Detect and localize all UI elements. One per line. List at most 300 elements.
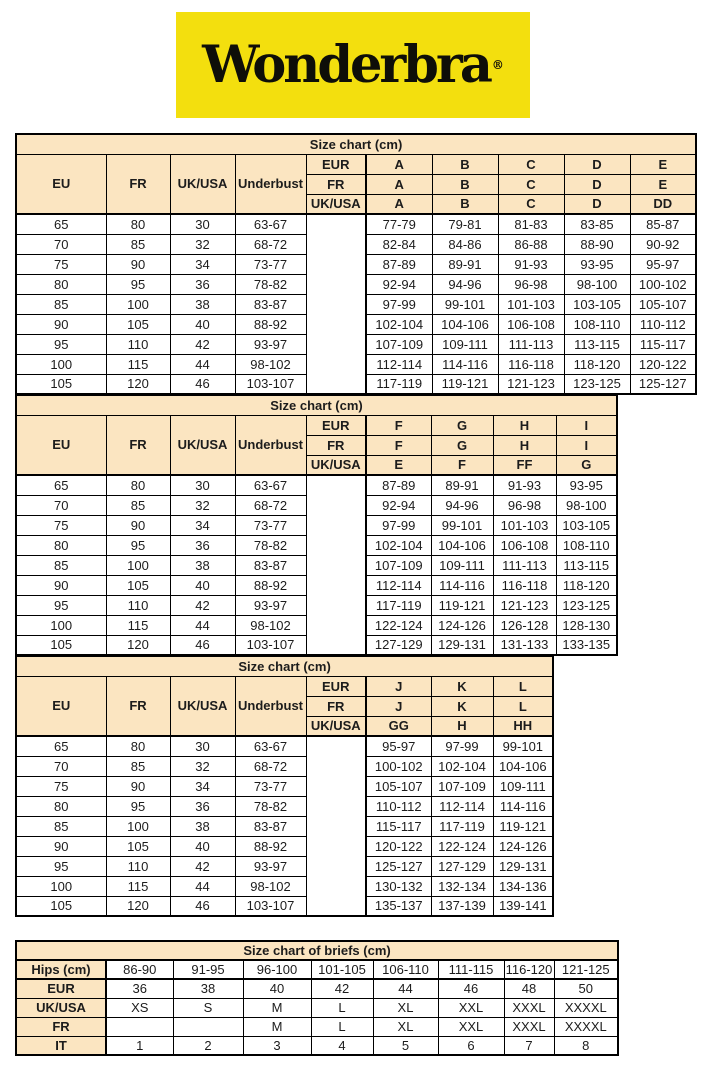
bust-range-cell: 120-122 [366,836,431,856]
underbust-range-cell: 63-67 [235,475,306,495]
bust-range-cell: 99-101 [432,294,498,314]
cup-system-label: FR [306,696,366,716]
briefs-size-cell: M [243,998,311,1017]
band-size-cell: 44 [170,354,235,374]
bust-range-cell: 125-127 [366,856,431,876]
band-size-cell: 95 [16,856,106,876]
bust-range-cell: 107-109 [431,776,493,796]
cup-size-cell: G [431,415,493,435]
band-size-cell: 95 [16,334,106,354]
size-row [16,475,617,495]
band-size-cell: 65 [16,214,106,234]
bust-range-cell: 102-104 [366,314,432,334]
band-size-cell: 42 [170,856,235,876]
table-title: Size chart (cm) [16,395,617,415]
bust-range-cell: 111-113 [493,555,556,575]
bust-range-cell: 121-123 [493,595,556,615]
bust-range-cell: 112-114 [366,354,432,374]
band-size-cell: 110 [106,856,170,876]
band-size-cell: 75 [16,254,106,274]
header-eu: EU [16,676,106,736]
bust-range-cell: 101-103 [498,294,564,314]
cup-size-cell: E [630,154,696,174]
table-title: Size chart (cm) [16,656,553,676]
underbust-range-cell: 83-87 [235,816,306,836]
cup-size-cell: J [366,696,431,716]
briefs-row-label: Hips (cm) [16,960,106,979]
header-ukusa: UK/USA [170,154,235,214]
briefs-size-cell [173,1017,243,1036]
size-row [16,876,553,896]
band-size-cell: 90 [106,254,170,274]
underbust-range-cell: 83-87 [235,555,306,575]
band-size-cell: 100 [16,615,106,635]
band-size-cell: 32 [170,756,235,776]
bust-range-cell: 121-123 [498,374,564,394]
bust-range-cell: 77-79 [366,214,432,234]
cup-size-cell: G [556,455,617,475]
band-size-cell: 90 [16,314,106,334]
briefs-row [16,979,618,998]
bust-range-cell: 123-125 [556,595,617,615]
band-size-cell: 30 [170,736,235,756]
briefs-size-cell: XS [106,998,173,1017]
bust-range-cell: 107-109 [366,334,432,354]
bust-range-cell: 105-107 [630,294,696,314]
briefs-row [16,1036,618,1055]
underbust-range-cell: 103-107 [235,374,306,394]
bust-range-cell: 97-99 [431,736,493,756]
size-row [16,736,553,756]
bust-range-cell: 104-106 [431,535,493,555]
briefs-size-cell: 46 [438,979,504,998]
briefs-size-cell [106,1017,173,1036]
band-size-cell: 85 [106,756,170,776]
cup-system-label: FR [306,174,366,194]
cup-size-cell: H [493,415,556,435]
bust-range-cell: 96-98 [493,495,556,515]
band-size-cell: 80 [16,535,106,555]
bust-range-cell: 117-119 [431,816,493,836]
cup-size-cell: FF [493,455,556,475]
bust-range-cell: 130-132 [366,876,431,896]
size-row [16,756,553,776]
underbust-range-cell: 73-77 [235,515,306,535]
underbust-range-cell: 103-107 [235,635,306,655]
bust-range-cell: 86-88 [498,234,564,254]
band-size-cell: 75 [16,776,106,796]
cup-size-cell: D [564,194,630,214]
briefs-size-cell: 1 [106,1036,173,1055]
band-size-cell: 44 [170,615,235,635]
briefs-row [16,1017,618,1036]
bust-range-cell: 119-121 [493,816,553,836]
briefs-size-cell: L [311,998,373,1017]
bust-range-cell: 114-116 [431,575,493,595]
briefs-size-cell: 86-90 [106,960,173,979]
briefs-row [16,960,618,979]
briefs-row-label: UK/USA [16,998,106,1017]
band-size-cell: 32 [170,234,235,254]
underbust-range-cell: 88-92 [235,836,306,856]
underbust-range-cell: 88-92 [235,314,306,334]
bust-range-cell: 109-111 [493,776,553,796]
bust-range-cell: 88-90 [564,234,630,254]
bust-range-cell: 109-111 [432,334,498,354]
bust-range-cell: 104-106 [432,314,498,334]
cup-size-cell: I [556,435,617,455]
band-size-cell: 36 [170,796,235,816]
bust-range-cell: 122-124 [431,836,493,856]
header-ukusa: UK/USA [170,415,235,475]
bust-range-cell: 94-96 [432,274,498,294]
briefs-size-cell: 36 [106,979,173,998]
bust-range-cell: 119-121 [431,595,493,615]
header-eu: EU [16,154,106,214]
bust-range-cell: 110-112 [630,314,696,334]
band-size-cell: 70 [16,756,106,776]
underbust-range-cell: 68-72 [235,495,306,515]
briefs-size-cell: S [173,998,243,1017]
bra-size-table-1 [15,133,697,395]
cup-system-label: FR [306,435,366,455]
table-title: Size chart (cm) [16,134,696,154]
bust-range-cell: 102-104 [366,535,431,555]
bust-range-cell: 85-87 [630,214,696,234]
band-size-cell: 110 [106,334,170,354]
bust-range-cell: 113-115 [564,334,630,354]
band-size-cell: 120 [106,896,170,916]
bust-range-cell: 111-113 [498,334,564,354]
underbust-range-cell: 88-92 [235,575,306,595]
band-size-cell: 65 [16,475,106,495]
underbust-range-cell: 93-97 [235,856,306,876]
bust-range-cell: 128-130 [556,615,617,635]
briefs-size-cell: 40 [243,979,311,998]
band-size-cell: 120 [106,374,170,394]
bust-range-cell: 92-94 [366,274,432,294]
bust-range-cell: 127-129 [431,856,493,876]
band-size-cell: 95 [16,595,106,615]
bust-range-cell: 120-122 [630,354,696,374]
band-size-cell: 90 [106,776,170,796]
band-size-cell: 42 [170,334,235,354]
band-size-cell: 85 [16,294,106,314]
cup-size-cell: D [564,154,630,174]
band-size-cell: 80 [16,796,106,816]
briefs-size-cell: XXXXL [554,1017,618,1036]
band-size-cell: 80 [16,274,106,294]
briefs-size-cell: 96-100 [243,960,311,979]
bust-range-cell: 99-101 [493,736,553,756]
bust-range-cell: 124-126 [431,615,493,635]
briefs-size-cell: 121-125 [554,960,618,979]
underbust-range-cell: 78-82 [235,535,306,555]
cup-size-cell: A [366,194,432,214]
cup-size-cell: L [493,696,553,716]
underbust-range-cell: 98-102 [235,876,306,896]
bust-range-cell: 112-114 [366,575,431,595]
band-size-cell: 90 [106,515,170,535]
header-underbust: Underbust [235,154,306,214]
wonderbra-logo [176,12,530,118]
bust-range-cell: 95-97 [366,736,431,756]
bust-range-cell: 108-110 [556,535,617,555]
band-size-cell: 105 [106,314,170,334]
band-size-cell: 85 [106,234,170,254]
band-size-cell: 85 [16,816,106,836]
band-size-cell: 70 [16,234,106,254]
bust-range-cell: 96-98 [498,274,564,294]
briefs-size-cell: XXL [438,998,504,1017]
cup-size-cell: B [432,154,498,174]
cup-size-cell: L [493,676,553,696]
band-size-cell: 105 [106,836,170,856]
band-size-cell: 30 [170,475,235,495]
bust-range-cell: 103-105 [564,294,630,314]
band-size-cell: 46 [170,374,235,394]
bust-range-cell: 87-89 [366,475,431,495]
briefs-size-cell: M [243,1017,311,1036]
bust-range-cell: 79-81 [432,214,498,234]
bust-range-cell: 100-102 [366,756,431,776]
bust-range-cell: 125-127 [630,374,696,394]
bust-range-cell: 91-93 [498,254,564,274]
band-size-cell: 80 [106,475,170,495]
briefs-row-label: FR [16,1017,106,1036]
size-row [16,796,553,816]
bust-range-cell: 89-91 [431,475,493,495]
band-size-cell: 36 [170,535,235,555]
bra-size-table-2 [15,394,618,656]
cup-size-cell: C [498,194,564,214]
band-size-cell: 38 [170,555,235,575]
band-size-cell: 90 [16,836,106,856]
cup-size-cell: K [431,676,493,696]
briefs-row-label: EUR [16,979,106,998]
bust-range-cell: 118-120 [556,575,617,595]
band-size-cell: 85 [16,555,106,575]
band-size-cell: 95 [106,796,170,816]
bust-range-cell: 114-116 [432,354,498,374]
band-size-cell: 105 [106,575,170,595]
bust-range-cell: 118-120 [564,354,630,374]
cup-size-cell: I [556,415,617,435]
band-size-cell: 115 [106,354,170,374]
briefs-size-cell: 44 [373,979,438,998]
band-size-cell: 46 [170,635,235,655]
cup-size-cell: A [366,174,432,194]
size-row [16,214,696,234]
briefs-size-cell: 3 [243,1036,311,1055]
briefs-size-cell: 48 [504,979,554,998]
bust-range-cell: 95-97 [630,254,696,274]
band-size-cell: 40 [170,836,235,856]
bust-range-cell: 127-129 [366,635,431,655]
bust-range-cell: 106-108 [493,535,556,555]
bust-range-cell: 83-85 [564,214,630,234]
briefs-size-cell: 50 [554,979,618,998]
band-size-cell: 44 [170,876,235,896]
bust-range-cell: 82-84 [366,234,432,254]
cup-size-cell: G [431,435,493,455]
band-size-cell: 100 [16,876,106,896]
bust-range-cell: 100-102 [630,274,696,294]
underbust-range-cell: 73-77 [235,254,306,274]
band-size-cell: 105 [16,635,106,655]
bust-range-cell: 112-114 [431,796,493,816]
spacer-cell [306,736,366,916]
bust-range-cell: 123-125 [564,374,630,394]
bust-range-cell: 110-112 [366,796,431,816]
cup-size-cell: A [366,154,432,174]
briefs-size-cell: XXXXL [554,998,618,1017]
band-size-cell: 110 [106,595,170,615]
underbust-range-cell: 83-87 [235,294,306,314]
band-size-cell: 80 [106,736,170,756]
band-size-cell: 75 [16,515,106,535]
size-row [16,776,553,796]
cup-size-cell: F [366,435,431,455]
bust-range-cell: 97-99 [366,294,432,314]
header-underbust: Underbust [235,415,306,475]
band-size-cell: 32 [170,495,235,515]
cup-size-cell: B [432,194,498,214]
band-size-cell: 120 [106,635,170,655]
bra-size-table-3 [15,655,554,917]
bust-range-cell: 126-128 [493,615,556,635]
cup-size-cell: B [432,174,498,194]
underbust-range-cell: 73-77 [235,776,306,796]
band-size-cell: 85 [106,495,170,515]
bust-range-cell: 102-104 [431,756,493,776]
bust-range-cell: 90-92 [630,234,696,254]
band-size-cell: 36 [170,274,235,294]
bust-range-cell: 101-103 [493,515,556,535]
bust-range-cell: 84-86 [432,234,498,254]
underbust-range-cell: 78-82 [235,796,306,816]
cup-system-label: EUR [306,415,366,435]
cup-size-cell: E [366,455,431,475]
bust-range-cell: 105-107 [366,776,431,796]
cup-size-cell: J [366,676,431,696]
band-size-cell: 115 [106,615,170,635]
header-fr: FR [106,154,170,214]
briefs-size-cell: 6 [438,1036,504,1055]
bust-range-cell: 134-136 [493,876,553,896]
briefs-size-cell: 5 [373,1036,438,1055]
bust-range-cell: 89-91 [432,254,498,274]
cup-size-cell: DD [630,194,696,214]
bust-range-cell: 109-111 [431,555,493,575]
cup-size-cell: C [498,154,564,174]
underbust-range-cell: 63-67 [235,214,306,234]
briefs-size-cell: 101-105 [311,960,373,979]
bust-range-cell: 98-100 [556,495,617,515]
briefs-size-table [15,940,619,1056]
band-size-cell: 38 [170,816,235,836]
bust-range-cell: 81-83 [498,214,564,234]
header-eu: EU [16,415,106,475]
cup-size-cell: F [366,415,431,435]
band-size-cell: 70 [16,495,106,515]
bust-range-cell: 131-133 [493,635,556,655]
underbust-range-cell: 68-72 [235,756,306,776]
bust-range-cell: 117-119 [366,374,432,394]
underbust-range-cell: 68-72 [235,234,306,254]
bust-range-cell: 87-89 [366,254,432,274]
size-row [16,856,553,876]
briefs-size-cell: XL [373,998,438,1017]
bust-range-cell: 129-131 [431,635,493,655]
bust-range-cell: 98-100 [564,274,630,294]
cup-system-label: EUR [306,154,366,174]
logo-text: Wonderbra [202,34,490,95]
registered-trademark-icon: ® [491,58,504,72]
bust-range-cell: 94-96 [431,495,493,515]
spacer-cell [306,214,366,394]
briefs-size-cell: 116-120 [505,962,553,977]
briefs-size-cell: XXXL [504,998,554,1017]
band-size-cell: 100 [106,555,170,575]
bust-range-cell: 124-126 [493,836,553,856]
bust-range-cell: 99-101 [431,515,493,535]
bust-range-cell: 92-94 [366,495,431,515]
band-size-cell: 105 [16,374,106,394]
band-size-cell: 38 [170,294,235,314]
band-size-cell: 105 [16,896,106,916]
header-ukusa: UK/USA [170,676,235,736]
briefs-row [16,998,618,1017]
underbust-range-cell: 78-82 [235,274,306,294]
cup-system-label: UK/USA [306,455,366,475]
briefs-size-cell: L [311,1017,373,1036]
bust-range-cell: 135-137 [366,896,431,916]
briefs-size-cell: XXL [438,1017,504,1036]
band-size-cell: 30 [170,214,235,234]
bust-range-cell: 93-95 [564,254,630,274]
cup-size-cell: HH [493,716,553,736]
cup-size-cell: K [431,696,493,716]
briefs-size-cell: 7 [504,1036,554,1055]
size-row [16,896,553,916]
band-size-cell: 95 [106,535,170,555]
bust-range-cell: 132-134 [431,876,493,896]
band-size-cell: 80 [106,214,170,234]
briefs-size-cell: 111-115 [438,960,504,979]
briefs-size-cell: 42 [311,979,373,998]
band-size-cell: 115 [106,876,170,896]
bust-range-cell: 115-117 [630,334,696,354]
bust-range-cell: 106-108 [498,314,564,334]
band-size-cell: 40 [170,314,235,334]
cup-size-cell: C [498,174,564,194]
briefs-size-cell: 2 [173,1036,243,1055]
briefs-size-cell: 38 [173,979,243,998]
cup-system-label: EUR [306,676,366,696]
cup-size-cell: F [431,455,493,475]
band-size-cell: 46 [170,896,235,916]
bust-range-cell: 119-121 [432,374,498,394]
bust-range-cell: 137-139 [431,896,493,916]
bust-range-cell: 122-124 [366,615,431,635]
size-row [16,816,553,836]
cup-size-cell: D [564,174,630,194]
band-size-cell: 34 [170,515,235,535]
bust-range-cell: 108-110 [564,314,630,334]
band-size-cell: 90 [16,575,106,595]
bust-range-cell: 116-118 [493,575,556,595]
